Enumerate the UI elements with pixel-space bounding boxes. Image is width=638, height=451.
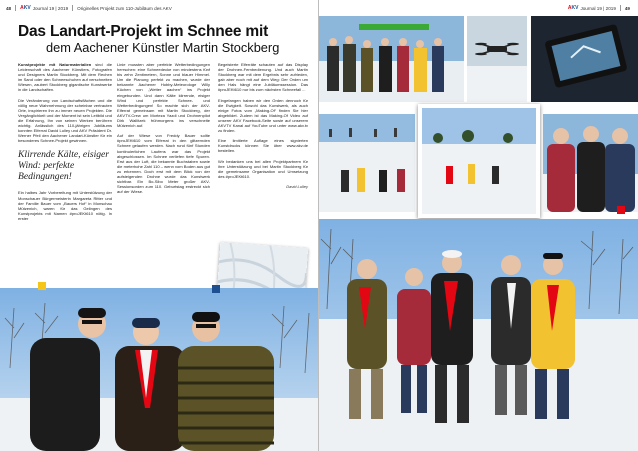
page-number: 49 xyxy=(624,5,630,11)
right-page-header xyxy=(568,3,630,13)
paragraph: Linie mussten aber perfekte Wetterbedingungen herrschen: eine Schneedecke von mindestens fünf bis zehn Zentimetern, Sonne und blauer Himmel. Um die Planung perfekt zu machen, wurde der bekannte Aachener Hobby-Meteorologe Willy Küchen von „Wetter aachen“ ins Projekt eingebunden. Und dann Kälte klirrende, eisiger Wind und perfekte Schnee- und Wetterbedingungen! So machte sich der AKV-Elferrat gemeinsam mit Martin Stockberg, der AKVTV-Crew um Morteza Yazdi und Drohnenpilot Dirk Wallitzek frühmorgens ins verschneite Mützenich auf. xyxy=(117,62,210,129)
paragraph: Eingefangen haben wir den Orden dennoch für die Ewigkeit. Sowohl das Kunstwerk, als auch einige Fotos vom „Making-Of“ finden Sie hier abgebildet. Zudem ist das Making-Of Video auf unserer AKV Facebook-Seite sowie auf unserem AKVTV Kanal auf YouTube und unter www.akv.tv zu finden. xyxy=(218,97,308,134)
decor-square-red xyxy=(617,206,625,214)
photo-drone xyxy=(467,16,527,102)
photo-snowfield-people xyxy=(319,114,415,212)
page-number: 48 xyxy=(6,5,12,11)
author-byline: David Lulley xyxy=(286,183,308,189)
text-column-3 xyxy=(218,62,308,189)
article-title: Das Landart-Projekt im Schnee mit xyxy=(18,23,269,40)
paragraph: Begeisterte Elferräte schauten auf das Display der Drohnen-Fernbedienung. Und auch Martin Stockberg war mit dem Ergebnis sehr zufrieden, gab aber noch mit auf dem Weg: Der Orden um den Hals hängt eine Jubiläumssession. Das #proJEKt610 nur bis zum nächsten Schneefall ... xyxy=(218,62,308,93)
left-page-header xyxy=(6,3,172,13)
right-page xyxy=(319,0,638,451)
photo-men-smiling xyxy=(543,114,638,212)
decor-square-blue xyxy=(212,285,220,293)
paragraph: Auf der Wiese von Freddy Bauer sollte #proJEKt610 vom Elferrat in den glitzernden Schnee gelaufen werden. Nach rund fünf Stunden kontinuierlichen Laufens war das Projekt abgeschlossen. Im Schnee verliefen tiefe Spuren. Erst aus der Luft, die bekannte Buchstaben sowie die meterhohe Zahl 110 – wenn vom Boden aus gut zu erkennen. Doch erst mit dem Blick von der aufsteigenden Drohne wurde das Kunstwerk sichtbar. Ein Bo-Sibo Meter großer AKV-Sessionsorden zum 110. Geburtstag erstreckt sich auf der Wiese. xyxy=(117,133,210,195)
photo-group-snow-large xyxy=(319,219,638,451)
paragraph: Die Veränderung von Landschaftsflächen und die völlig neue Wahrnehmung der scheinbar vertrauten Orte, inspirieren ihn zu immer neuen Projekten. Die Vergänglichkeit und der Moment ist sein Leitbild und die Erfahrung, Ihn von seinen Werken berühren wichtig. Anlässlich des 110-jährigen Jubiläums konnten Elferrat David Lulley und AKV Präsident Dr. Werner Pfeil den Aachener Landart-Künstler für ein besonderes Schnee-Projekt gewinnen. xyxy=(18,97,112,144)
text-column-2 xyxy=(117,62,210,199)
article-subtitle: dem Aachener Künstler Martin Stockberg xyxy=(46,40,280,55)
akv-logo: AKV xyxy=(20,5,31,11)
paragraph: Eine limitierte Auflage eines signierten Kunstdrucks können Sie über www.akv.de bestellen. xyxy=(218,138,308,154)
decor-square-yellow xyxy=(38,282,46,290)
photo-group-walking xyxy=(319,16,464,102)
photo-drone-controller xyxy=(531,16,638,102)
paragraph: sind die Leidenschaft des Aachener Künstlers, Fotografen und Designers Martin Stockberg. Mit dem Rechen im Sand oder den Schneeschuhen auf verschneiten Wiesen, zaubert Stockberg gigantische Kunstwerke in die Landschaften. xyxy=(18,62,113,93)
photo-aerial-field xyxy=(418,104,540,218)
article-title-block xyxy=(18,24,308,55)
photo-three-men xyxy=(0,288,318,451)
section-label: Originelles Projekt zum 110-Jubiläum des AKV xyxy=(77,5,172,11)
paragraph: Wir bedanken uns bei allen Projektpartnern für ihre Unterstützung und bei Martin Stockberg für die gemeinsame Organisation und Umsetzung des #proJEKt610. xyxy=(218,158,308,179)
pull-quote: Klirrende Kälte, eisiger Wind: perfekte Bedingungen! xyxy=(18,149,110,183)
magazine-label: Journal 19 | 2019 xyxy=(32,5,69,11)
text-column-1 xyxy=(18,62,112,226)
lead-in: Kunstprojekte mit Naturmaterialien xyxy=(18,62,92,67)
left-page xyxy=(0,0,318,451)
akv-logo: AKV xyxy=(567,5,579,11)
paragraph: Ein halbes Jahr Vorbereitung mit Unterstützung der Monschauer Bürgermeisterin Margareta Ritter und der Familie Bauer vom „Bauers Hof“ in Monschau Mützenich, waren für das Gelingen des Kunstprojekts mit Namen #proJEKt610 nötig. In erster xyxy=(18,190,112,221)
magazine-label: Journal 19 | 2019 xyxy=(580,5,616,11)
